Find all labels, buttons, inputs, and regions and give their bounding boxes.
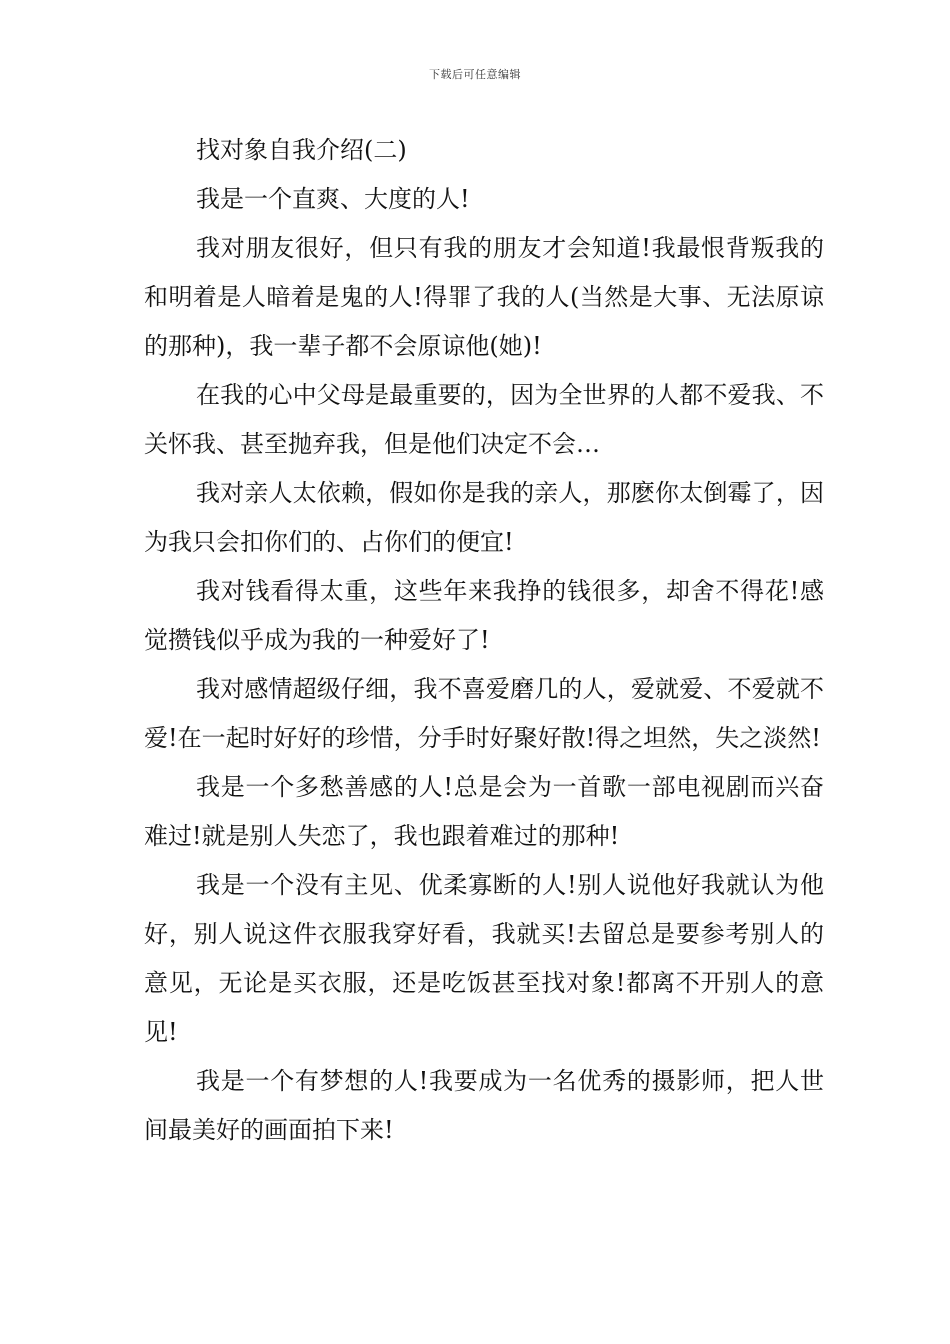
paragraph: 我对朋友很好，但只有我的朋友才会知道!我最恨背叛我的和明着是人暗着是鬼的人!得罪了我的人(当然是大事、无法原谅的那种)，我一辈子都不会原谅他(她)! <box>144 234 824 360</box>
paragraph: 我是一个直爽、大度的人! <box>196 185 470 213</box>
paragraph: 在我的心中父母是最重要的，因为全世界的人都不爱我、不关怀我、甚至抛弃我，但是他们决定不会… <box>144 381 824 458</box>
document-title: 找对象自我介绍(二) <box>196 136 407 164</box>
paragraph: 我是一个多愁善感的人!总是会为一首歌一部电视剧而兴奋难过!就是别人失恋了，我也跟着难过的那种! <box>144 773 824 850</box>
paragraph: 我对亲人太依赖，假如你是我的亲人，那麽你太倒霉了，因为我只会扣你们的、占你们的便宜! <box>144 479 824 556</box>
paragraph: 我对感情超级仔细，我不喜爱磨几的人，爱就爱、不爱就不爱!在一起时好好的珍惜，分手时好聚好散!得之坦然，失之淡然! <box>144 675 824 752</box>
document-body <box>144 126 824 1155</box>
page-header: 下载后可任意编辑 <box>429 68 521 81</box>
paragraph: 我对钱看得太重，这些年来我挣的钱很多，却舍不得花!感觉攒钱似乎成为我的一种爱好了! <box>144 577 824 654</box>
paragraph: 我是一个没有主见、优柔寡断的人!别人说他好我就认为他好，别人说这件衣服我穿好看，我就买!去留总是要参考别人的意见，无论是买衣服，还是吃饭甚至找对象!都离不开别人的意见! <box>144 871 824 1046</box>
paragraph: 我是一个有梦想的人!我要成为一名优秀的摄影师，把人世间最美好的画面拍下来! <box>144 1067 824 1144</box>
